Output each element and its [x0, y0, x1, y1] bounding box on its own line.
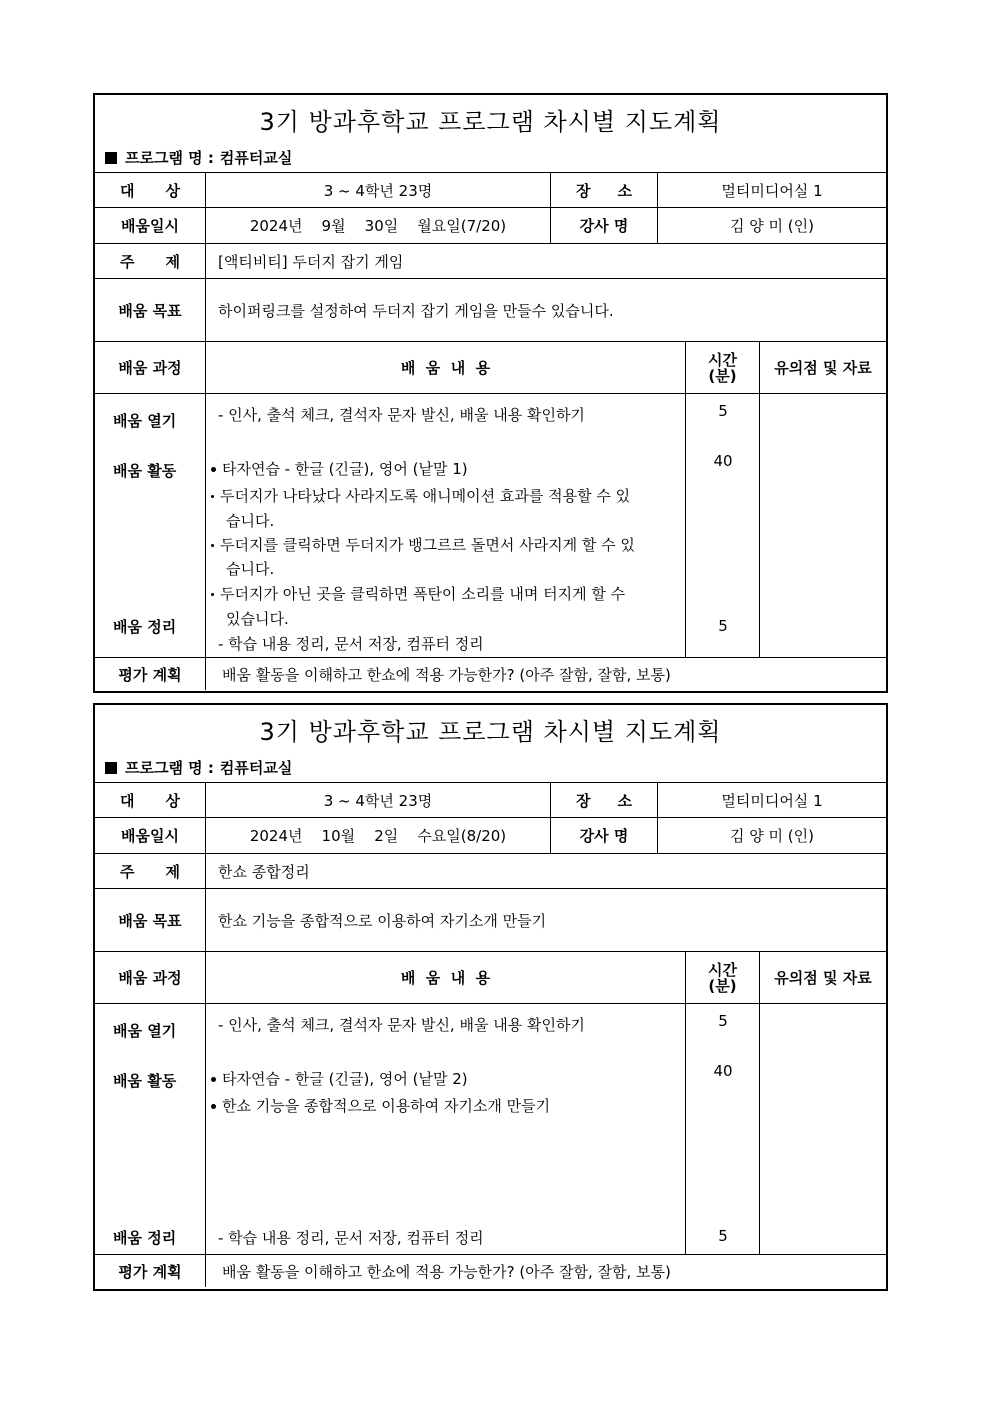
time-header: 시간 (분)	[686, 952, 760, 1003]
process-header-row	[95, 342, 886, 394]
activity-item: 타자연습 - 한글 (긴글), 영어 (낱말 2)	[211, 1068, 468, 1089]
process-body-row	[95, 1004, 886, 1255]
program-prefix: 프로그램 명 :	[125, 759, 214, 777]
date-value: 2024년 9월 30일 월요일(7/20)	[206, 208, 551, 243]
lesson-plan-1	[93, 93, 888, 693]
stage-open-label: 배움 열기	[113, 412, 177, 430]
goal-label: 배움 목표	[95, 279, 206, 341]
teacher-value: 김 양 미 (인)	[730, 217, 814, 235]
date-label: 배움일시	[95, 208, 206, 243]
square-bullet-icon	[105, 152, 117, 164]
plan-title: 3기 방과후학교 프로그램 차시별 지도계획	[259, 717, 722, 746]
place-label: 장 소	[551, 783, 658, 817]
time-header: 시간 (분)	[686, 342, 760, 393]
time-open: 5	[718, 402, 728, 420]
date-row	[95, 818, 886, 854]
eval-label: 평가 계획	[95, 658, 206, 690]
goal-label: 배움 목표	[95, 889, 206, 951]
time-close: 5	[718, 1227, 728, 1245]
time-body	[686, 1004, 760, 1254]
topic-label: 주 제	[95, 244, 206, 278]
content-body	[206, 1004, 686, 1254]
stage-labels	[95, 1004, 206, 1254]
notes-header: 유의점 및 자료	[774, 359, 872, 377]
content-header: 배 움 내 용	[206, 952, 686, 1003]
teacher-label: 강사 명	[551, 818, 658, 853]
close-text: - 학습 내용 정리, 문서 저장, 컴퓨터 정리	[218, 1229, 484, 1247]
time-activity: 40	[713, 452, 733, 470]
lesson-plan-2	[93, 703, 888, 1291]
activity-item-cont: 습니다.	[226, 512, 275, 530]
teacher-label: 강사 명	[551, 208, 658, 243]
stage-activity-label: 배움 활동	[113, 462, 177, 480]
place-value: 멀티미디어실 1	[721, 181, 823, 200]
target-label: 대 상	[95, 783, 206, 817]
time-body	[686, 394, 760, 657]
program-prefix: 프로그램 명 :	[125, 149, 214, 167]
goal-value: 하이퍼링크를 설정하여 두더지 잡기 게임을 만들수 있습니다.	[218, 301, 614, 320]
target-row	[95, 173, 886, 208]
square-bullet-icon	[105, 762, 117, 774]
notes-header: 유의점 및 자료	[774, 969, 872, 987]
activity-item-cont: 있습니다.	[226, 610, 289, 628]
target-row	[95, 783, 886, 818]
time-open: 5	[718, 1012, 728, 1030]
stage-close-label: 배움 정리	[113, 1229, 177, 1247]
stage-activity-label: 배움 활동	[113, 1072, 177, 1090]
program-name: 컴퓨터교실	[219, 759, 293, 777]
time-activity: 40	[713, 1062, 733, 1080]
eval-row	[95, 1255, 886, 1287]
process-label: 배움 과정	[95, 952, 206, 1003]
open-text: - 인사, 출석 체크, 결석자 문자 발신, 배울 내용 확인하기	[218, 1016, 585, 1034]
process-header-row	[95, 952, 886, 1004]
notes-body	[760, 394, 886, 657]
open-text: - 인사, 출석 체크, 결석자 문자 발신, 배울 내용 확인하기	[218, 406, 585, 424]
topic-row	[95, 244, 886, 279]
teacher-value: 김 양 미 (인)	[730, 827, 814, 845]
target-label: 대 상	[95, 173, 206, 207]
program-name: 컴퓨터교실	[219, 149, 293, 167]
content-header: 배 움 내 용	[206, 342, 686, 393]
stage-open-label: 배움 열기	[113, 1022, 177, 1040]
target-value: 3 ~ 4학년 23명	[206, 783, 551, 817]
topic-value: 한쇼 종합정리	[218, 862, 310, 881]
topic-value: [액티비티] 두더지 잡기 게임	[218, 252, 404, 271]
stage-labels	[95, 394, 206, 657]
activity-item-cont: 습니다.	[226, 560, 275, 578]
date-value: 2024년 10월 2일 수요일(8/20)	[206, 818, 551, 853]
process-label: 배움 과정	[95, 342, 206, 393]
activity-item: 타자연습 - 한글 (긴글), 영어 (낱말 1)	[211, 458, 468, 479]
plan-title: 3기 방과후학교 프로그램 차시별 지도계획	[259, 107, 722, 136]
activity-item: 두더지가 나타났다 사라지도록 애니메이션 효과를 적용할 수 있	[211, 485, 630, 506]
process-body-row	[95, 394, 886, 658]
close-text: - 학습 내용 정리, 문서 저장, 컴퓨터 정리	[218, 635, 484, 653]
goal-row	[95, 889, 886, 952]
place-label: 장 소	[551, 173, 658, 207]
goal-row	[95, 279, 886, 342]
eval-row	[95, 658, 886, 690]
eval-value: 배움 활동을 이해하고 한쇼에 적용 가능한가? (아주 잘함, 잘함, 보통)	[222, 665, 671, 684]
place-value: 멀티미디어실 1	[721, 791, 823, 810]
time-close: 5	[718, 617, 728, 635]
program-name-row	[95, 143, 886, 173]
eval-label: 평가 계획	[95, 1255, 206, 1287]
topic-label: 주 제	[95, 854, 206, 888]
content-body	[206, 394, 686, 657]
stage-close-label: 배움 정리	[113, 618, 177, 636]
activity-item: 한쇼 기능을 종합적으로 이용하여 자기소개 만들기	[211, 1095, 550, 1116]
topic-row	[95, 854, 886, 889]
target-value: 3 ~ 4학년 23명	[206, 173, 551, 207]
activity-item: 두더지가 아닌 곳을 클릭하면 폭탄이 소리를 내며 터지게 할 수	[211, 583, 625, 604]
goal-value: 한쇼 기능을 종합적으로 이용하여 자기소개 만들기	[218, 911, 547, 930]
activity-item: 두더지를 클릭하면 두더지가 뱅그르르 돌면서 사라지게 할 수 있	[211, 534, 635, 555]
date-row	[95, 208, 886, 244]
date-label: 배움일시	[95, 818, 206, 853]
eval-value: 배움 활동을 이해하고 한쇼에 적용 가능한가? (아주 잘함, 잘함, 보통)	[222, 1262, 671, 1281]
notes-body	[760, 1004, 886, 1254]
program-name-row	[95, 753, 886, 783]
